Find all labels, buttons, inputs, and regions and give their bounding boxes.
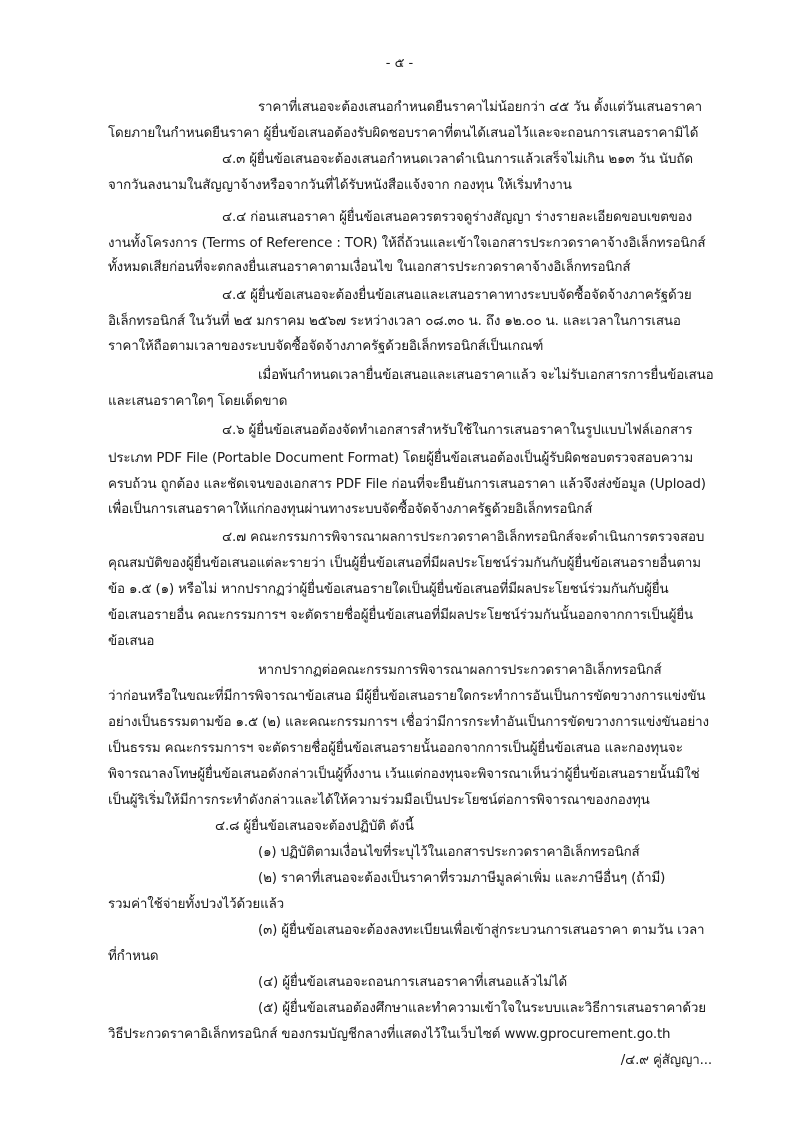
text-line: จากวันลงนามในสัญญาจ้างหรือจากวันที่ได้รับหนังสือแจ้งจาก กองทุน ให้เริ่มทำงาน <box>108 178 572 193</box>
text-line: ครบถ้วน ถูกต้อง และชัดเจนของเอกสาร PDF File ก่อนที่จะยืนยันการเสนอราคา แล้วจึงส่งข้อมูล (Upload) <box>108 477 706 492</box>
text-line: พิจารณาลงโทษผู้ยื่นข้อเสนอดังกล่าวเป็นผู้ทิ้งงาน เว้นแต่กองทุนจะพิจารณาเห็นว่าผู้ยื่นข้อเสนอรายนั้นมิใช่ <box>108 767 700 782</box>
text-line: งานทั้งโครงการ (Terms of Reference : TOR) ให้ถี่ถ้วนและเข้าใจเอกสารประกวดราคาจ้างอิเล็กทรอนิกส์ <box>108 236 706 251</box>
text-line: ๔.๖ ผู้ยื่นข้อเสนอต้องจัดทำเอกสารสำหรับใช้ในการเสนอราคาในรูปแบบไฟล์เอกสาร <box>222 423 693 438</box>
text-line: ข้อเสนอรายอื่น คณะกรรมการฯ จะตัดรายชื่อผู้ยื่นข้อเสนอที่มีผลประโยชน์ร่วมกันนั้นออกจากการเป็นผู้ยื่น <box>108 608 694 623</box>
text-line: และเสนอราคาใดๆ โดยเด็ดขาด <box>108 394 288 409</box>
text-line: เป็นผู้ริเริ่มให้มีการกระทำดังกล่าวและได้ให้ความร่วมมือเป็นประโยชน์ต่อการพิจารณาของกองทุน <box>108 793 650 808</box>
text-line: โดยภายในกำหนดยืนราคา ผู้ยื่นข้อเสนอต้องรับผิดชอบราคาที่ตนได้เสนอไว้และจะถอนการเสนอราคามิได้ <box>108 126 699 141</box>
text-line: ประเภท PDF File (Portable Document Format) โดยผู้ยื่นข้อเสนอต้องเป็นผู้รับผิดชอบตรวจสอบความ <box>108 451 694 466</box>
text-line: ข้อเสนอ <box>108 634 155 649</box>
text-line: เพื่อเป็นการเสนอราคาให้แก่กองทุนผ่านทางระบบจัดซื้อจัดจ้างภาครัฐด้วยอิเล็กทรอนิกส์ <box>108 502 593 517</box>
text-line: (๒) ราคาที่เสนอจะต้องเป็นราคาที่รวมภาษีมูลค่าเพิ่ม และภาษีอื่นๆ (ถ้ามี) <box>258 871 666 886</box>
text-line: ๔.๕ ผู้ยื่นข้อเสนอจะต้องยื่นข้อเสนอและเสนอราคาทางระบบจัดซื้อจัดจ้างภาครัฐด้วย <box>222 288 692 303</box>
text-line: เป็นธรรม คณะกรรมการฯ จะตัดรายชื่อผู้ยื่นข้อเสนอรายนั้นออกจากการเป็นผู้ยื่นข้อเสนอ และกองทุนจะ <box>108 741 683 756</box>
page-number: - ๕ - <box>385 56 414 71</box>
text-line: ราคาให้ถือตามเวลาของระบบจัดซื้อจัดจ้างภาครัฐด้วยอิเล็กทรอนิกส์เป็นเกณฑ์ <box>108 339 544 354</box>
text-line: อย่างเป็นธรรมตามข้อ ๑.๕ (๒) และคณะกรรมการฯ เชื่อว่ามีการกระทำอันเป็นการขัดขวางการแข่งขันอย่าง <box>108 715 709 730</box>
text-line: ๔.๔ ก่อนเสนอราคา ผู้ยื่นข้อเสนอควรตรวจดูร่างสัญญา ร่างรายละเอียดขอบเขตของ <box>222 210 693 225</box>
text-line: (๔) ผู้ยื่นข้อเสนอจะถอนการเสนอราคาที่เสนอแล้วไม่ได้ <box>258 975 568 990</box>
text-line: ทั้งหมดเสียก่อนที่จะตกลงยื่นเสนอราคาตามเงื่อนไข ในเอกสารประกวดราคาจ้างอิเล็กทรอนิกส์ <box>108 260 631 275</box>
text-line: (๑) ปฏิบัติตามเงื่อนไขที่ระบุไว้ในเอกสารประกวดราคาอิเล็กทรอนิกส์ <box>258 845 640 860</box>
text-line: เมื่อพ้นกำหนดเวลายื่นข้อเสนอและเสนอราคาแล้ว จะไม่รับเอกสารการยื่นข้อเสนอ <box>258 368 714 383</box>
text-line: ราคาที่เสนอจะต้องเสนอกำหนดยืนราคาไม่น้อยกว่า ๔๕ วัน ตั้งแต่วันเสนอราคา <box>258 100 702 115</box>
text-line: วิธีประกวดราคาอิเล็กทรอนิกส์ ของกรมบัญชีกลางที่แสดงไว้ในเว็บไซต์ www.gprocurement.go.th <box>108 1027 671 1042</box>
text-line: หากปรากฏต่อคณะกรรมการพิจารณาผลการประกวดราคาอิเล็กทรอนิกส์ <box>258 663 662 678</box>
text-line: ๔.๓ ผู้ยื่นข้อเสนอจะต้องเสนอกำหนดเวลาดำเนินการแล้วเสร็จไม่เกิน ๒๑๓ วัน นับถัด <box>222 152 693 167</box>
text-line: ข้อ ๑.๕ (๑) หรือไม่ หากปรากฏว่าผู้ยื่นข้อเสนอรายใดเป็นผู้ยื่นข้อเสนอที่มีผลประโยชน์ร่วมกันกับผู้ยื่น <box>108 582 669 597</box>
text-line: (๕) ผู้ยื่นข้อเสนอต้องศึกษาและทำความเข้าใจในระบบและวิธีการเสนอราคาด้วย <box>258 1001 707 1016</box>
text-line: ที่กำหนด <box>108 949 159 964</box>
text-line: คุณสมบัติของผู้ยื่นข้อเสนอแต่ละรายว่า เป็นผู้ยื่นข้อเสนอที่มีผลประโยชน์ร่วมกันกับผู้ยื่นข้อเสนอรายอื่นตาม <box>108 556 701 571</box>
text-line: ว่าก่อนหรือในขณะที่มีการพิจารณาข้อเสนอ มีผู้ยื่นข้อเสนอรายใดกระทำการอันเป็นการขัดขวางการแข่งขัน <box>108 689 706 704</box>
text-line: อิเล็กทรอนิกส์ ในวันที่ ๒๕ มกราคม ๒๕๖๗ ระหว่างเวลา ๐๘.๓๐ น. ถึง ๑๒.๐๐ น. และเวลาในการเสนอ <box>108 314 681 329</box>
text-line: รวมค่าใช้จ่ายทั้งปวงไว้ด้วยแล้ว <box>108 897 284 912</box>
continuation-note: /๔.๙ คู่สัญญา... <box>620 1053 712 1068</box>
text-line: (๓) ผู้ยื่นข้อเสนอจะต้องลงทะเบียนเพื่อเข้าสู่กระบวนการเสนอราคา ตามวัน เวลา <box>258 923 705 938</box>
text-line: ๔.๗ คณะกรรมการพิจารณาผลการประกวดราคาอิเล็กทรอนิกส์จะดำเนินการตรวจสอบ <box>222 530 705 545</box>
text-line: ๔.๘ ผู้ยื่นข้อเสนอจะต้องปฏิบัติ ดังนี้ <box>215 819 414 834</box>
